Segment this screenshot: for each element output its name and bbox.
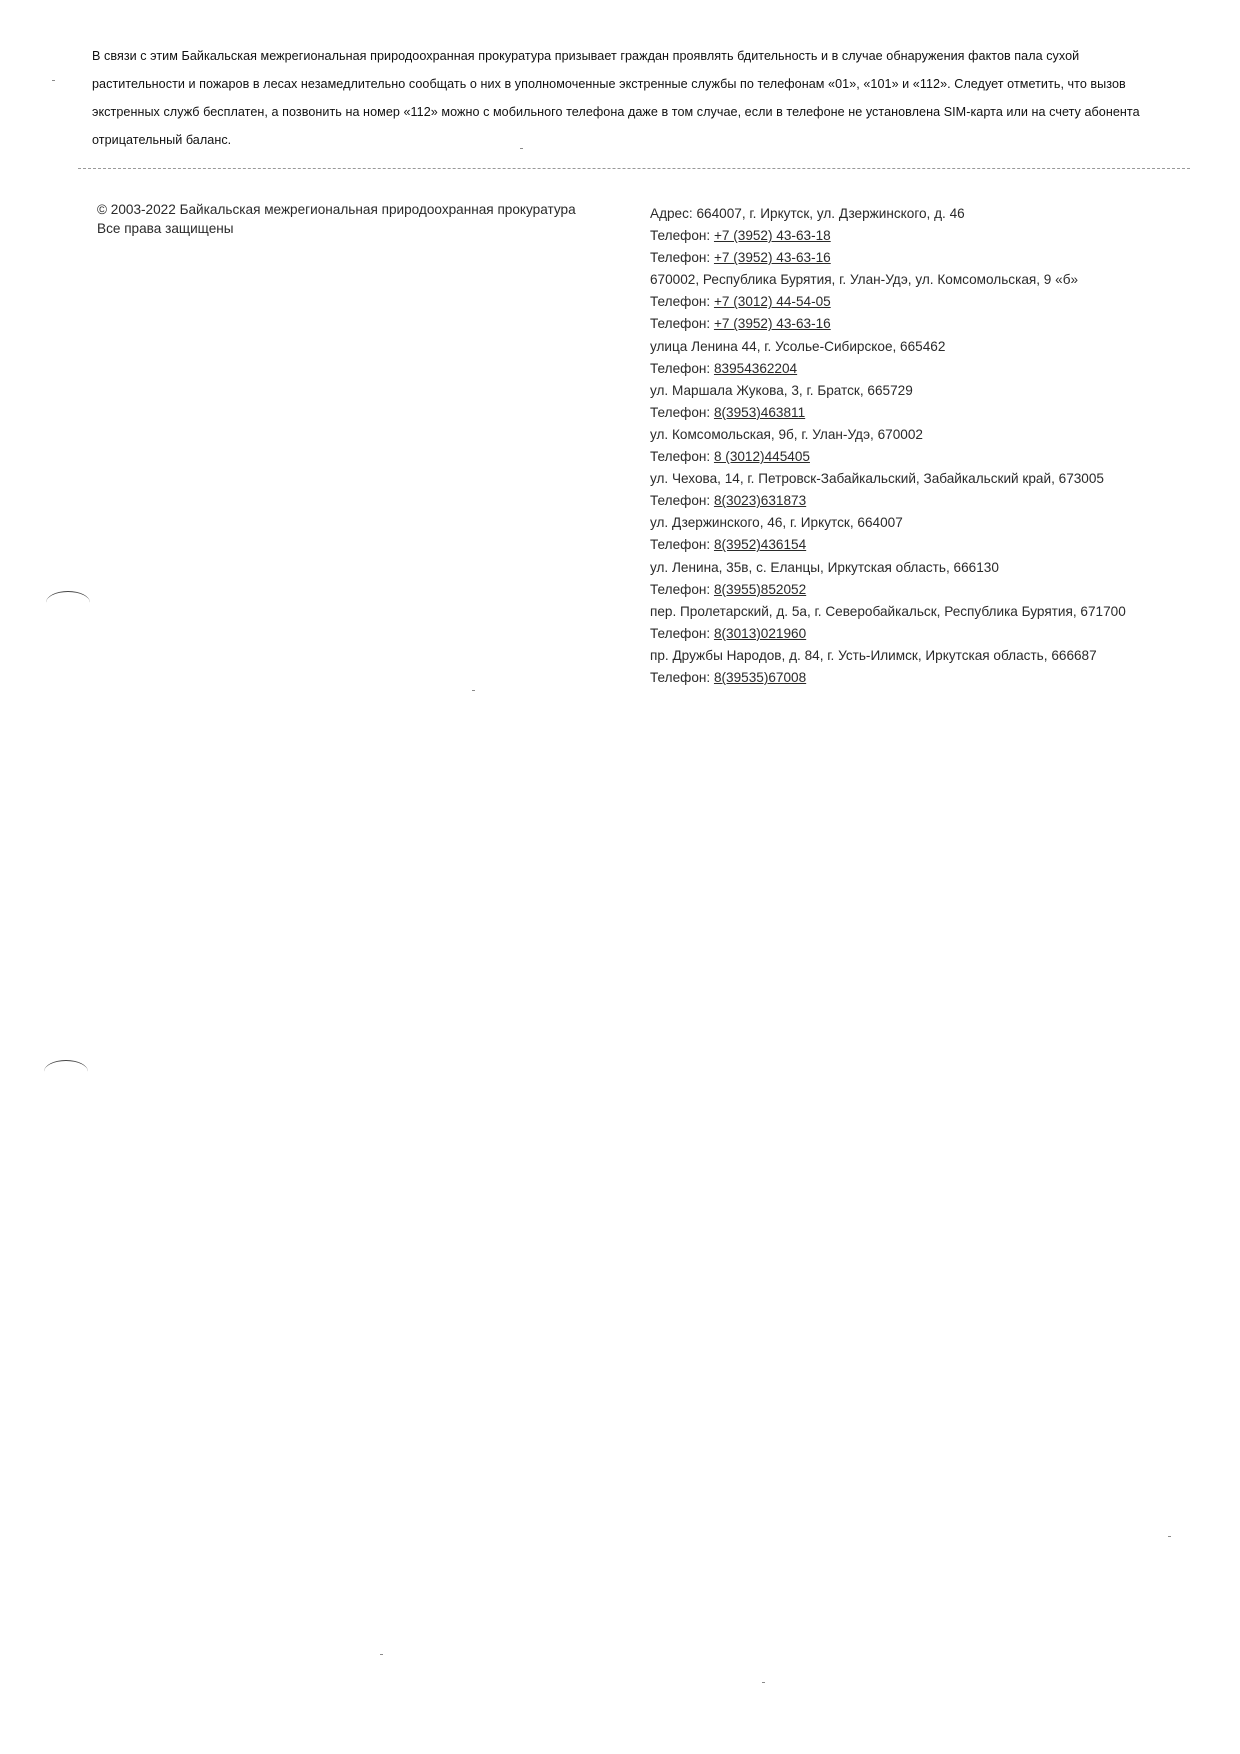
phone-label: Телефон: [650,228,711,244]
contact-address: Адрес: 664007, г. Иркутск, ул. Дзержинского, д. 46 [650,206,965,221]
scan-speck [762,1682,765,1683]
contact-address: ул. Комсомольская, 9б, г. Улан-Удэ, 670002 [650,426,923,442]
phone-label: Телефон: [650,669,711,685]
footer-copyright-block [97,200,617,238]
contact-phone-line [650,579,1220,601]
punch-hole-mark [44,1060,88,1083]
phone-link[interactable]: 8(3953)463811 [713,404,806,420]
contact-address: улица Ленина 44, г. Усолье-Сибирское, 665462 [650,338,946,354]
phone-link[interactable]: 8(3023)631873 [713,493,807,509]
scan-speck [472,690,475,691]
phone-link[interactable]: 8(3952)436154 [713,537,807,553]
phone-label: Телефон: [650,316,711,332]
contact-address: ул. Ленина, 35в, с. Еланцы, Иркутская область, 666130 [650,559,999,575]
phone-label: Телефон: [650,581,711,597]
scan-speck [52,80,55,81]
notice-paragraph: В связи с этим Байкальская межрегиональная природоохранная прокуратура призывает граждан проявлять бдительность и в случае обнаружения фактов пала сухой растительности и пожаров в лесах незамедлительно сообщать о них в уполномоченные экстренные службы по телефонам «01», «101» и «112». Следует отметить, что вызов экстренных служб бесплатен, а позвонить на номер «112» можно с мобильного телефона даже в том случае, если в телефоне не установлена SIM-карта или на счету абонента отрицательный баланс. [92,49,1140,147]
phone-link[interactable]: +7 (3952) 43-63-18 [713,228,831,244]
phone-label: Телефон: [650,537,711,553]
phone-label: Телефон: [650,404,711,420]
footer-divider [78,168,1190,169]
contact-phone-line [650,291,1220,313]
phone-link[interactable]: +7 (3952) 43-63-16 [713,250,831,266]
contact-phone-line [650,358,1220,380]
contact-address: ул. Маршала Жукова, 3, г. Братск, 665729 [650,382,913,398]
contact-phone-line [650,623,1220,645]
contact-phone-line [650,490,1220,512]
phone-link[interactable]: 8(3955)852052 [713,581,807,597]
contact-phone-line [650,667,1220,689]
phone-link[interactable]: 8(39535)67008 [713,669,807,685]
rights-text: Все права защищены [97,221,234,236]
phone-link[interactable]: 8(3013)021960 [713,625,807,641]
phone-label: Телефон: [650,625,711,641]
phone-link[interactable]: 83954362204 [713,360,798,376]
phone-label: Телефон: [650,250,711,266]
phone-link[interactable]: +7 (3952) 43-63-16 [713,316,831,332]
phone-link[interactable]: 8 (3012)445405 [713,449,810,465]
phone-label: Телефон: [650,294,711,310]
contact-phone-line [650,534,1220,556]
contact-address: ул. Дзержинского, 46, г. Иркутск, 664007 [650,515,903,531]
phone-link[interactable]: +7 (3012) 44-54-05 [713,294,831,310]
phone-label: Телефон: [650,449,711,465]
footer-contacts [650,203,1220,689]
contact-phone-line [650,446,1220,468]
contact-phone-line [650,247,1220,269]
contact-address: пр. Дружбы Народов, д. 84, г. Усть-Илимск, Иркутская область, 666687 [650,647,1097,663]
contact-address: пер. Пролетарский, д. 5а, г. Северобайкальск, Республика Бурятия, 671700 [650,603,1126,619]
phone-label: Телефон: [650,360,711,376]
contact-phone-line [650,225,1220,247]
phone-label: Телефон: [650,493,711,509]
contact-phone-line [650,402,1220,424]
contact-phone-line [650,313,1220,335]
copyright-text: © 2003-2022 Байкальская межрегиональная природоохранная прокуратура [97,202,576,217]
punch-hole-mark [46,591,90,614]
contact-address: 670002, Республика Бурятия, г. Улан-Удэ, ул. Комсомольская, 9 «б» [650,272,1079,288]
scan-speck [520,148,523,149]
scan-speck [1168,1536,1171,1537]
scan-speck [380,1654,383,1655]
contact-address: ул. Чехова, 14, г. Петровск-Забайкальский, Забайкальский край, 673005 [650,471,1104,487]
